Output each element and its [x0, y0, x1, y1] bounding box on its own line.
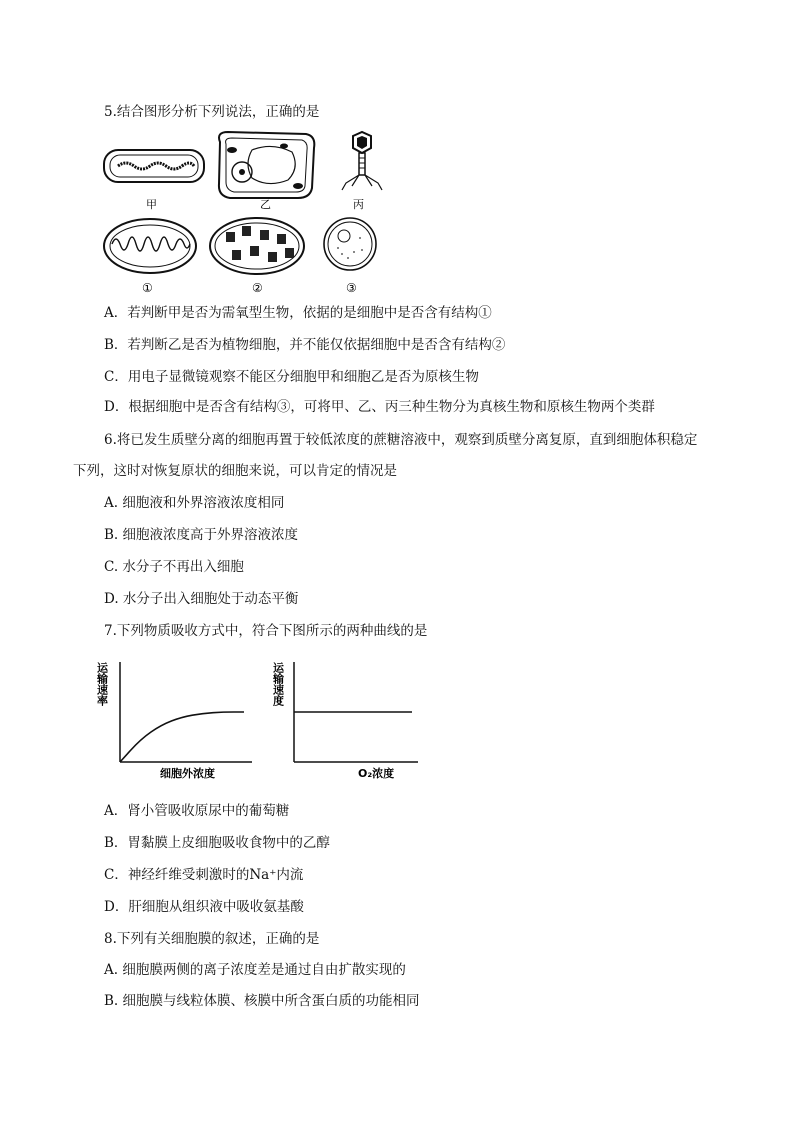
cell-bing — [342, 132, 382, 190]
q8-stem: 8.下列有关细胞膜的叙述，正确的是 — [104, 931, 320, 947]
q6-option-b: B. 细胞液浓度高于外界溶液浓度 — [104, 527, 299, 543]
q6-option-d: D. 水分子出入细胞处于动态平衡 — [104, 591, 299, 607]
chart-1-xlabel: 细胞外浓度 — [160, 767, 215, 780]
cell-yi — [219, 132, 314, 198]
structure-2-chloroplast — [210, 218, 304, 274]
q7-option-a: A．肾小管吸收原尿中的葡萄糖 — [104, 803, 290, 819]
q7-option-b: B．胃黏膜上皮细胞吸收食物中的乙醇 — [104, 835, 330, 851]
q7-charts — [95, 656, 428, 788]
cell-structures-diagram — [102, 128, 402, 298]
structure-1-mitochondrion — [104, 219, 196, 273]
chart-1-curve — [120, 712, 244, 762]
label-yi: 乙 — [260, 198, 271, 211]
q6-stem-line2: 下列，这时对恢复原状的细胞来说，可以肯定的情况是 — [73, 463, 397, 479]
chart-2-ylabel: 运输速度 — [271, 662, 285, 706]
label-2: ② — [252, 281, 263, 295]
label-bing: 丙 — [353, 198, 364, 211]
q5-stem: 5.结合图形分析下列说法，正确的是 — [104, 104, 320, 120]
q6-stem-line1: 6.将已发生质壁分离的细胞再置于较低浓度的蔗糖溶液中，观察到质壁分离复原，直到细胞体积稳定 — [104, 432, 698, 448]
cell-jia — [104, 150, 204, 182]
chart-1-ylabel: 运输速率 — [95, 662, 109, 706]
chart-1 — [96, 661, 253, 780]
q6-option-c: C. 水分子不再出入细胞 — [104, 559, 244, 575]
q7-stem: 7.下列物质吸收方式中，符合下图所示的两种曲线的是 — [104, 623, 428, 639]
q5-option-c: C．用电子显微镜观察不能区分细胞甲和细胞乙是否为原核生物 — [104, 369, 479, 385]
chart-2-xlabel: O₂浓度 — [358, 767, 395, 780]
structure-3-nucleus — [324, 218, 376, 270]
q7-option-d: D．肝细胞从组织液中吸收氨基酸 — [104, 899, 304, 915]
q5-option-d: D．根据细胞中是否含有结构③，可将甲、乙、丙三种生物分为真核生物和原核生物两个类群 — [104, 399, 655, 415]
q8-option-a: A. 细胞膜两侧的离子浓度差是通过自由扩散实现的 — [104, 962, 406, 978]
q5-option-a: A．若判断甲是否为需氧型生物，依据的是细胞中是否含有结构① — [104, 305, 492, 321]
label-1: ① — [142, 281, 153, 295]
label-jia: 甲 — [146, 198, 157, 211]
label-3: ③ — [346, 281, 357, 295]
q7-charts-svg — [95, 656, 428, 784]
q7-option-c: C．神经纤维受刺激时的Na⁺内流 — [104, 867, 304, 883]
q5-figure — [102, 128, 402, 302]
q5-option-b: B．若判断乙是否为植物细胞，并不能仅依据细胞中是否含有结构② — [104, 337, 506, 353]
q8-option-b: B. 细胞膜与线粒体膜、核膜中所含蛋白质的功能相同 — [104, 993, 420, 1009]
q6-option-a: A. 细胞液和外界溶液浓度相同 — [104, 495, 285, 511]
chart-2 — [272, 661, 419, 780]
